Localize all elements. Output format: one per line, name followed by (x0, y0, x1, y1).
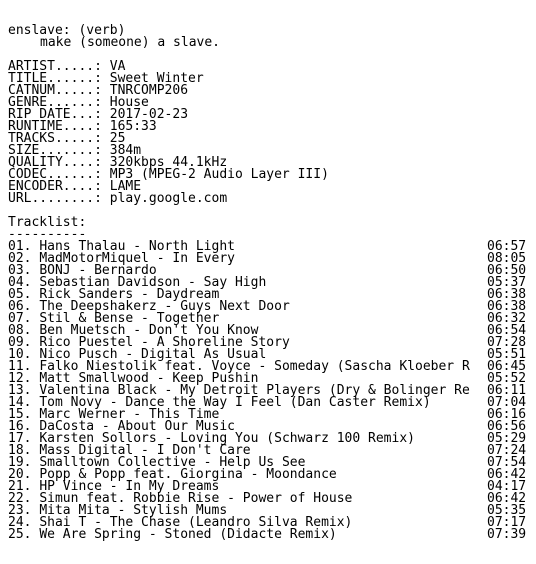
info-label: ENCODER....: (8, 179, 102, 194)
info-row-url (8, 193, 227, 205)
info-value: LAME (109, 179, 142, 194)
track-title: Smalltown Collective - Help Us See (39, 455, 306, 470)
track-title: BONJ - Bernardo (39, 263, 157, 278)
info-value: 25 (109, 131, 126, 146)
track-title: Shai T - The Chase (Leandro Silva Remix) (39, 515, 353, 530)
track-title: Rico Puestel - A Shoreline Story (39, 335, 290, 350)
track-number: 13. (8, 383, 32, 398)
track-duration: 06:57 (487, 239, 527, 254)
track-number: 25. (8, 527, 32, 542)
track-duration: 07:28 (487, 335, 527, 350)
track-number: 09. (8, 335, 32, 350)
info-label: GENRE......: (8, 95, 102, 110)
track-duration: 07:54 (487, 455, 527, 470)
track-number: 11. (8, 359, 32, 374)
track-title: Matt Smallwood - Keep Pushin (39, 371, 259, 386)
track-title: Valentina Black - My Detroit Players (Dry & Bolinger Re (39, 383, 470, 398)
definition-meaning: make (someone) a slave. (40, 35, 221, 50)
track-duration: 05:51 (487, 347, 527, 362)
track-number: 01. (8, 239, 32, 254)
track-duration: 06:45 (487, 359, 527, 374)
info-label: SIZE.......: (8, 143, 102, 158)
track-title: Sebastian Davidson - Say High (39, 275, 267, 290)
track-duration: 08:05 (487, 251, 527, 266)
track-title: Mita Mita - Stylish Mums (39, 503, 228, 518)
track-number: 05. (8, 287, 32, 302)
track-duration: 06:42 (487, 491, 527, 506)
track-number: 14. (8, 395, 32, 410)
tracklist-heading: Tracklist: (8, 215, 87, 230)
track-title: HP Vince - In My Dreams (39, 479, 220, 494)
track-title: Simun feat. Robbie Rise - Power of House (39, 491, 353, 506)
track-number: 07. (8, 311, 32, 326)
track-title: We Are Spring - Stoned (Didacte Remix) (39, 527, 337, 542)
info-label: CODEC......: (8, 167, 102, 182)
track-duration: 04:17 (487, 479, 527, 494)
info-label: RIP DATE...: (8, 107, 102, 122)
track-number: 10. (8, 347, 32, 362)
info-value: VA (109, 59, 126, 74)
track-duration: 05:52 (487, 371, 527, 386)
definition-word: enslave: (verb) (8, 23, 126, 38)
track-duration: 06:32 (487, 311, 527, 326)
info-value: 2017-02-23 (109, 107, 189, 122)
track-duration: 06:42 (487, 467, 527, 482)
track-number: 02. (8, 251, 32, 266)
info-label: TRACKS.....: (8, 131, 102, 146)
info-value: TNRCOMP206 (109, 83, 189, 98)
track-title: Marc Werner - This Time (39, 407, 220, 422)
track-number: 18. (8, 443, 32, 458)
track-title: Rick Sanders - Daydream (39, 287, 220, 302)
info-label: ARTIST.....: (8, 59, 102, 74)
track-title: MadMotorMiquel - In Every (39, 251, 235, 266)
track-duration: 06:11 (487, 383, 527, 398)
track-number: 03. (8, 263, 32, 278)
track-title: Nico Pusch - Digital As Usual (39, 347, 267, 362)
info-value: MP3 (MPEG-2 Audio Layer III) (109, 167, 329, 182)
track-duration: 06:56 (487, 419, 527, 434)
track-duration: 06:54 (487, 323, 527, 338)
track-duration: 06:38 (487, 287, 527, 302)
info-label: CATNUM.....: (8, 83, 102, 98)
track-title: Stil & Bense - Together (39, 311, 220, 326)
info-value: 320kbps 44.1kHz (109, 155, 228, 170)
track-row (8, 529, 337, 541)
track-duration: 07:24 (487, 443, 527, 458)
track-title: Karsten Sollors - Loving You (Schwarz 100 Remix) (39, 431, 415, 446)
track-number: 15. (8, 407, 32, 422)
tracklist-rule: ---------- (8, 227, 87, 242)
track-duration: 06:38 (487, 299, 527, 314)
track-number: 21. (8, 479, 32, 494)
info-value: House (109, 95, 149, 110)
track-number: 24. (8, 515, 32, 530)
track-number: 20. (8, 467, 32, 482)
info-value: 165:33 (109, 119, 157, 134)
track-title: Tom Novy - Dance the Way I Feel (Dan Caster Remix) (39, 395, 431, 410)
track-duration: 07:39 (487, 527, 527, 542)
track-duration: 05:35 (487, 503, 527, 518)
info-value: Sweet Winter (109, 71, 204, 86)
track-duration: 05:29 (487, 431, 527, 446)
track-title: Ben Muetsch - Don't You Know (39, 323, 259, 338)
track-duration: 06:16 (487, 407, 527, 422)
track-number: 23. (8, 503, 32, 518)
track-number: 12. (8, 371, 32, 386)
track-title: DaCosta - About Our Music (39, 419, 235, 434)
info-value: 384m (109, 143, 142, 158)
track-title: Popp & Popp feat. Giorgina - Moondance (39, 467, 337, 482)
track-duration: 07:04 (487, 395, 527, 410)
track-duration: 05:37 (487, 275, 527, 290)
info-value: play.google.com (109, 191, 228, 206)
track-title: Hans Thalau - North Light (39, 239, 235, 254)
track-number: 04. (8, 275, 32, 290)
track-title: Falko Niestolik feat. Voyce - Someday (Sascha Kloeber R (39, 359, 470, 374)
info-label: URL........: (8, 191, 102, 206)
track-number: 16. (8, 419, 32, 434)
track-number: 19. (8, 455, 32, 470)
track-title: Mass Digital - I Don't Care (39, 443, 251, 458)
track-duration: 06:50 (487, 263, 527, 278)
track-number: 22. (8, 491, 32, 506)
info-label: TITLE......: (8, 71, 102, 86)
info-label: QUALITY....: (8, 155, 102, 170)
track-number: 06. (8, 299, 32, 314)
track-duration: 07:17 (487, 515, 527, 530)
info-label: RUNTIME....: (8, 119, 102, 134)
track-title: The Deepshakerz - Guys Next Door (39, 299, 290, 314)
track-number: 17. (8, 431, 32, 446)
track-number: 08. (8, 323, 32, 338)
